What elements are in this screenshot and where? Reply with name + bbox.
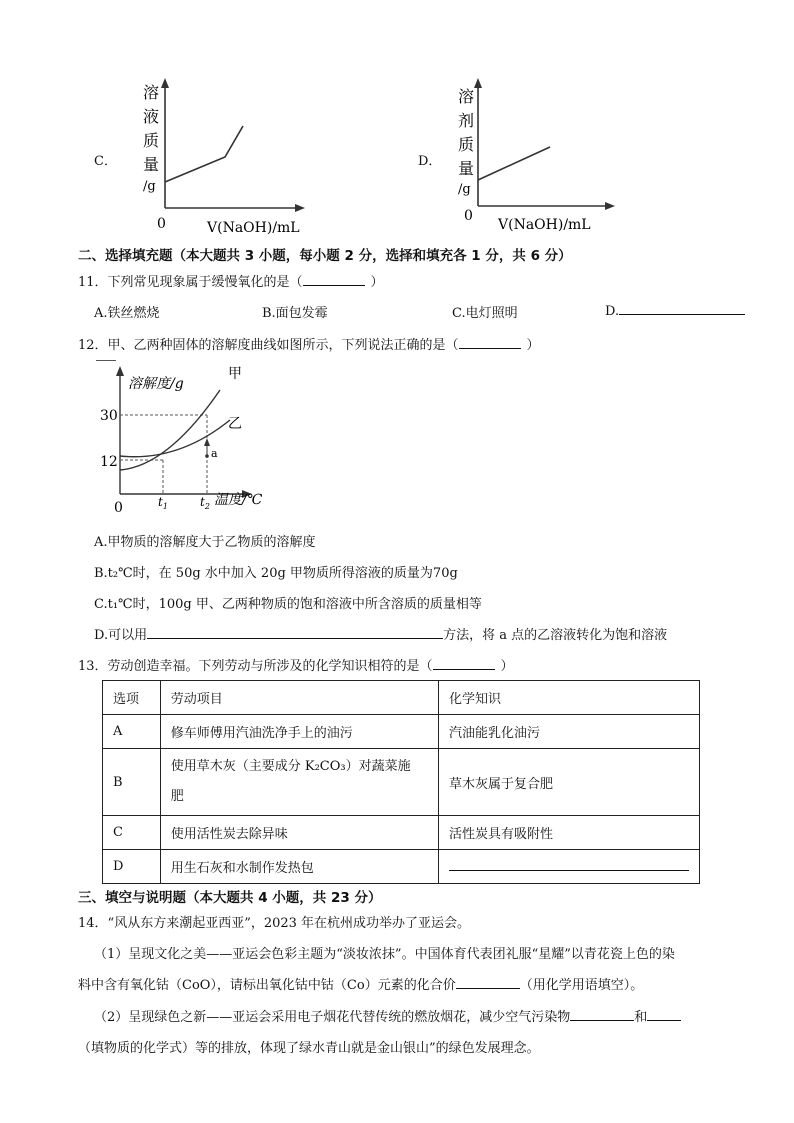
graph-d-ylabel-2: 剂 xyxy=(458,111,475,130)
solubility-ytick-12: 12 xyxy=(100,454,118,470)
q12-option-b: B.t₂℃时，在 50g 水中加入 20g 甲物质所得溶液的质量为70g xyxy=(94,566,458,581)
graph-d xyxy=(450,78,630,238)
table-header-row xyxy=(103,681,700,715)
section3-heading: 三、填空与说明题（本大题共 4 小题，共 23 分） xyxy=(78,890,382,906)
q13-answer-blank[interactable] xyxy=(433,657,495,670)
q12-option-d-start: D.可以用 xyxy=(94,628,148,643)
row-a-knowledge: 汽油能乳化油污 xyxy=(439,715,700,749)
q13-stem-line xyxy=(78,655,514,674)
row-b-project-line2: 肥 xyxy=(170,789,184,804)
q14-stem: 14．“风从东方来潮起亚西亚”，2023 年在杭州成功举办了亚运会。 xyxy=(78,916,471,931)
q12-stem-end: ） xyxy=(526,338,540,353)
option-c-label: C． xyxy=(94,154,117,169)
q14-p1-line2-start: 料中含有氧化钴（CoO），请标出氧化钴中钴（Co）元素的化合价 xyxy=(78,978,456,993)
graph-d-origin: 0 xyxy=(464,208,473,224)
header-option: 选项 xyxy=(103,681,161,715)
table-row xyxy=(103,850,700,884)
graph-c-origin: 0 xyxy=(157,216,166,232)
graph-c-ylabel-2: 液 xyxy=(143,107,160,126)
q14-p2-line1-mid: 和 xyxy=(634,1010,648,1025)
q12-option-c: C.t₁℃时，100g 甲、乙两种物质的饱和溶液中所含溶质的质量相等 xyxy=(94,597,482,612)
q14-p2-blank-2[interactable] xyxy=(647,1008,681,1021)
q11-option-d-line xyxy=(605,302,745,319)
q14-p2-line1-start: （2）呈现绿色之新——亚运会采用电子烟花代替传统的燃放烟花，减少空气污染物 xyxy=(94,1010,571,1025)
q14-p2-line1 xyxy=(94,1006,681,1025)
q12-option-d-blank[interactable] xyxy=(147,626,443,639)
graph-c-ylabel-3: 质 xyxy=(143,131,160,150)
table-row xyxy=(103,749,700,816)
graph-c-xlabel: V(NaOH)/mL xyxy=(207,220,300,236)
graph-c-line xyxy=(165,126,243,182)
row-a-option: A xyxy=(103,715,161,749)
curve-yi-label: 乙 xyxy=(228,416,242,432)
q14-p2-blank-1[interactable] xyxy=(570,1008,634,1021)
curve-jia-label: 甲 xyxy=(228,366,242,382)
solubility-xtick-t1: $t_1$ xyxy=(158,495,168,511)
row-c-project: 使用活性炭去除异味 xyxy=(160,816,438,850)
q14-p2-line2: （填物质的化学式）等的排放，体现了绿水青山就是金山银山”的绿色发展理念。 xyxy=(78,1041,540,1056)
q14-p1-line1: （1）呈现文化之美——亚运会色彩主题为“淡妆浓抹”。中国体育代表团礼服“星耀”以青花瓷上色的染 xyxy=(94,947,675,962)
solubility-xlabel: 温度/℃ xyxy=(214,492,263,508)
graph-d-ylabel-1: 溶 xyxy=(458,87,475,106)
table-row xyxy=(103,715,700,749)
row-d-option: D xyxy=(103,850,161,884)
solubility-origin: 0 xyxy=(114,500,123,516)
option-d-label: D． xyxy=(418,154,442,169)
q13-table xyxy=(102,680,700,884)
q11-stem-line xyxy=(78,271,384,290)
solubility-chart xyxy=(98,362,278,522)
q11-stem: 11．下列常见现象属于缓慢氧化的是（ xyxy=(78,275,303,290)
section2-heading: 二、选择填充题（本大题共 3 小题，每小题 2 分，选择和填充各 1 分，共 6 分） xyxy=(78,248,572,264)
graph-d-ylabel-4: 量 xyxy=(458,159,475,178)
q13-stem: 13．劳动创造幸福。下列劳动与所涉及的化学知识相符的是（ xyxy=(78,659,433,674)
q14-p1-line2 xyxy=(78,974,643,993)
q11-stem-end: ） xyxy=(370,275,384,290)
graph-c-ylabel-1: 溶 xyxy=(143,83,160,102)
graph-d-ylabel-3: 质 xyxy=(458,135,475,154)
row-b-project-line1: 使用草木灰（主要成分 K₂CO₃）对蔬菜施 xyxy=(170,759,411,774)
header-project: 劳动项目 xyxy=(160,681,438,715)
graph-c xyxy=(135,78,315,238)
q11-answer-blank[interactable] xyxy=(303,273,365,286)
row-b-option: B xyxy=(103,749,161,816)
q14-p1-line2-end: （用化学用语填空）。 xyxy=(519,978,644,993)
row-d-project: 用生石灰和水制作发热包 xyxy=(160,850,438,884)
graph-c-ylabel-4: 量 xyxy=(143,155,160,174)
q12-option-a: A.甲物质的溶解度大于乙物质的溶解度 xyxy=(94,535,316,550)
solubility-ylabel: 溶解度/g xyxy=(128,376,184,392)
graph-d-line xyxy=(478,147,550,180)
point-a-label: a xyxy=(211,447,218,460)
q11-option-b: B.面包发霉 xyxy=(262,306,328,321)
q12-answer-blank[interactable] xyxy=(459,336,521,349)
row-b-project xyxy=(160,749,438,816)
q14-p1-blank[interactable] xyxy=(456,976,520,989)
q12-option-d-line xyxy=(94,624,667,643)
q12-stem: 12．甲、乙两种固体的溶解度曲线如图所示，下列说法正确的是（ xyxy=(78,338,459,353)
q12-stray-line xyxy=(96,360,116,361)
q11-option-c: C.电灯照明 xyxy=(452,306,518,321)
q11-option-a: A.铁丝燃烧 xyxy=(94,306,160,321)
graph-d-xlabel: V(NaOH)/mL xyxy=(498,217,591,233)
table-row xyxy=(103,816,700,850)
solubility-xtick-t2: $t_2$ xyxy=(200,495,210,511)
q11-option-d: D. xyxy=(605,304,620,319)
row-d-knowledge-cell xyxy=(439,850,700,884)
row-d-knowledge-blank[interactable] xyxy=(449,858,689,871)
row-b-knowledge: 草木灰属于复合肥 xyxy=(439,749,700,816)
row-a-project: 修车师傅用汽油洗净手上的油污 xyxy=(160,715,438,749)
q12-option-d-end: 方法，将 a 点的乙溶液转化为饱和溶液 xyxy=(443,628,668,643)
graph-d-ylabel-5: /g xyxy=(458,182,471,197)
q13-stem-end: ） xyxy=(500,659,514,674)
row-c-knowledge: 活性炭具有吸附性 xyxy=(439,816,700,850)
row-c-option: C xyxy=(103,816,161,850)
solubility-ytick-30: 30 xyxy=(100,408,118,424)
header-knowledge: 化学知识 xyxy=(439,681,700,715)
q12-stem-line xyxy=(78,334,540,353)
graph-c-ylabel-5: /g xyxy=(143,179,156,194)
curve-jia xyxy=(120,390,220,470)
q11-option-d-blank[interactable] xyxy=(619,302,745,315)
